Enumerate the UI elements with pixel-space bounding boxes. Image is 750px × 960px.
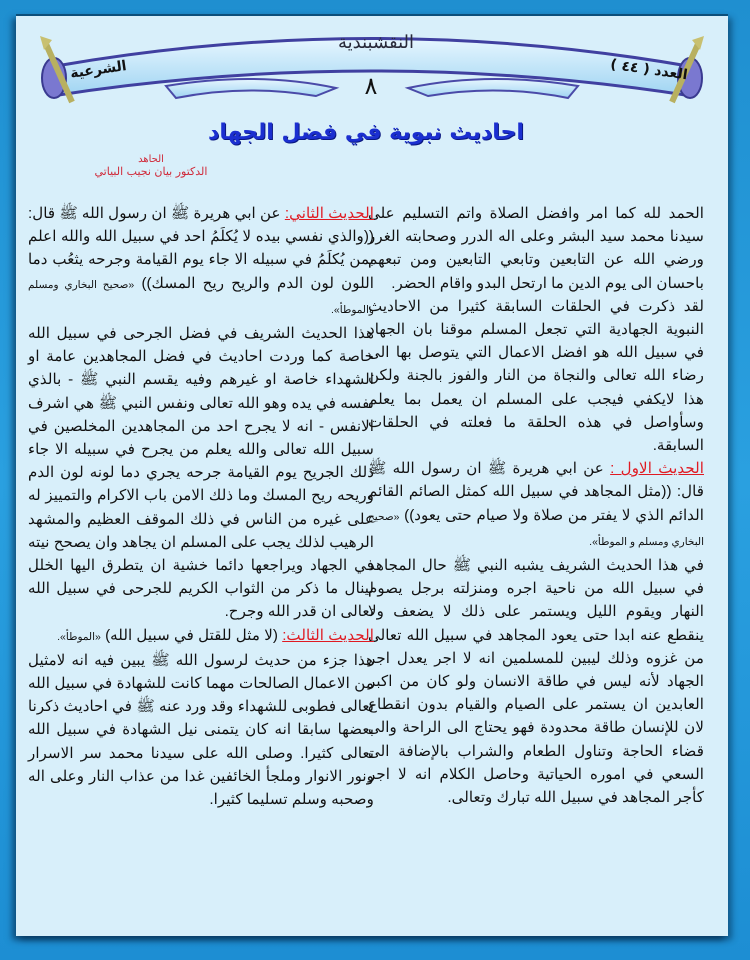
left-column xyxy=(28,202,374,811)
magazine-name: النقشبندية xyxy=(337,32,415,53)
hadith-1-commentary: في هذا الحديث الشريف يشبه النبي ﷺ حال المجاهد في سبيل الله من ناحية اجره ومنزلته برجل يصوم النهار ويقوم الليل ويستمر على ذلك لا يضعف ولا ينقطع عنه ابدا حتى يعود المجاهد في سبيل الله تعالى من غزوه وذلك ليبين للمسلمين انه لا اجر يعدل اجر الجهاد لأنه ليس في طاقة الانسان ولو كان من اكبر العابدين ان يستمر على الصيام والقيام بدون انقطاع لان للإنسان طاقة محدودة فهو يحتاج الى الراحة والى قضاء الحاجة وتناول الطعام والشراب بالإضافة الى السعي في اموره الحياتية وحاصل الكلام انه لا اجر كأجر المجاهد في سبيل الله تبارك وتعالى. xyxy=(368,557,704,807)
hadith-1-heading: الحديث الاول : xyxy=(610,460,704,478)
hadith-3-heading: الحديث الثالث: xyxy=(282,626,374,644)
hadith-1 xyxy=(368,457,704,554)
section-label: الشرعية xyxy=(69,58,128,82)
issue-number: العدد ( ٤٤ ) xyxy=(609,56,689,84)
hadith-3-commentary: هذا جزء من حديث لرسول الله ﷺ يبين فيه انه لامثيل من الاعمال الصالحات مهما كانت للشهادة في سبيل الله تعالى فطوبى للشهداء وقد ورد عنه ﷺ في احاديث ذكرنا بعضها سابقا انه كان يتمنى نيل الشهادة في سبيل الله تعالى كثيرا. وصلى الله على سيدنا محمد سر الاسرار ونور الانوار وملجأ الخائفين غدا من عذاب النار وعلى اله وصحبه وسلم تسليما كثيرا. xyxy=(28,651,374,809)
author-block xyxy=(86,154,216,178)
hadith-2-source: «صحيح البخاري ومسلم والموطأ». xyxy=(28,278,374,316)
hadith-2-commentary: هذا الحديث الشريف في فضل الجرحى في سبيل الله خاصة كما وردت احاديث في فضل المجاهدين عامة او الشهداء خاصة او غيرهم وفيه يقسم النبي ﷺ - بالذي نفسه في يده وهو الله تعالى ونفس النبي ﷺ هي اشرف الانفس - انه لا يجرح احد من المجاهدين المخلصين في سبيل الله تعالى والله يعلم من يجرح في سبيله الا جاء ذلك الجريح يوم القيامة جرحه يجري دما لونه لون الدم وريحه ريح المسك وما ذلك الامن باب الاكرام والتمييز له على غيره من الناس في ذلك الموقف العظيم والمشهد الرهيب لذلك يجب على المسلم ان يجاهد وان يصحح نيته في الجهاد ويراجعها دائما خشية ان يتطرق اليها الخلل لينال ما ذكر من الثواب الكريم للجرحى في سبيل الله تعالى ان قدر الله وجرح. xyxy=(28,325,374,621)
magazine-page xyxy=(16,14,728,936)
hadith-2-text: عن ابي هريرة ﷺ ان رسول الله ﷺ قال: ((والذي نفسي بيده لا يُكلَمُ احد في سبيل الله والله اعلم بمن يُكلَمُ في سبيله الا جاء يوم القيامة وجرحه يثعُب دما اللون لون الدم والريح ريح المسك)) xyxy=(28,205,374,292)
hadith-3 xyxy=(28,624,374,649)
hadith-3-source: «الموطأ». xyxy=(57,630,101,643)
hadith-3-text: (لا مثل للقتل في سبيل الله) xyxy=(100,626,283,644)
hadith-1-source: «صحيح البخاري ومسلم و الموطأ». xyxy=(368,510,704,548)
hadith-1-text: عن ابي هريرة ﷺ ان رسول الله ﷺ قال: ((مثل المجاهد في سبيل الله كمثل الصائم القائم الدائم الذي لا يفتر من صلاة ولا صيام حتى يعود)) xyxy=(368,460,704,524)
intro-paragraph: الحمد لله كما امر وافضل الصلاة واتم التسليم على سيدنا محمد سيد البشر وعلى اله الدرر وصحابته الغرر ورضي الله عن التابعين وتابعي التابعين ومن تبعهم باحسان الى يوم الدين ما ارتحل البدو واقام الحضر. xyxy=(368,205,704,292)
hadith-2-heading: الحديث الثاني: xyxy=(284,205,374,222)
intro-paragraph-2: لقد ذكرت في الحلقات السابقة كثيرا من الاحاديث النبوية الجهادية التي تجعل المسلم موقنا بان الجهاد في سبيل الله هو افضل الاعمال التي يتوصل بها الى رضاء الله تعالى والنجاة من النار والفوز بالجنة ولكن هذا لايكفي فيجب على المسلم ان يعمل بما يعلم وسأواصل في هذه الحلقة ما فعلته في الحلقات السابقة. xyxy=(368,297,704,455)
page-number: ٨ xyxy=(364,72,378,100)
author-name: الدكتور بيان نجيب البياتي xyxy=(94,165,208,178)
author-role: الحاهد xyxy=(138,154,164,165)
article-title: احاديث نبوية في فضل الجهاد xyxy=(208,120,524,145)
right-column xyxy=(368,202,704,809)
hadith-2 xyxy=(28,202,374,322)
header-banner xyxy=(16,16,728,116)
